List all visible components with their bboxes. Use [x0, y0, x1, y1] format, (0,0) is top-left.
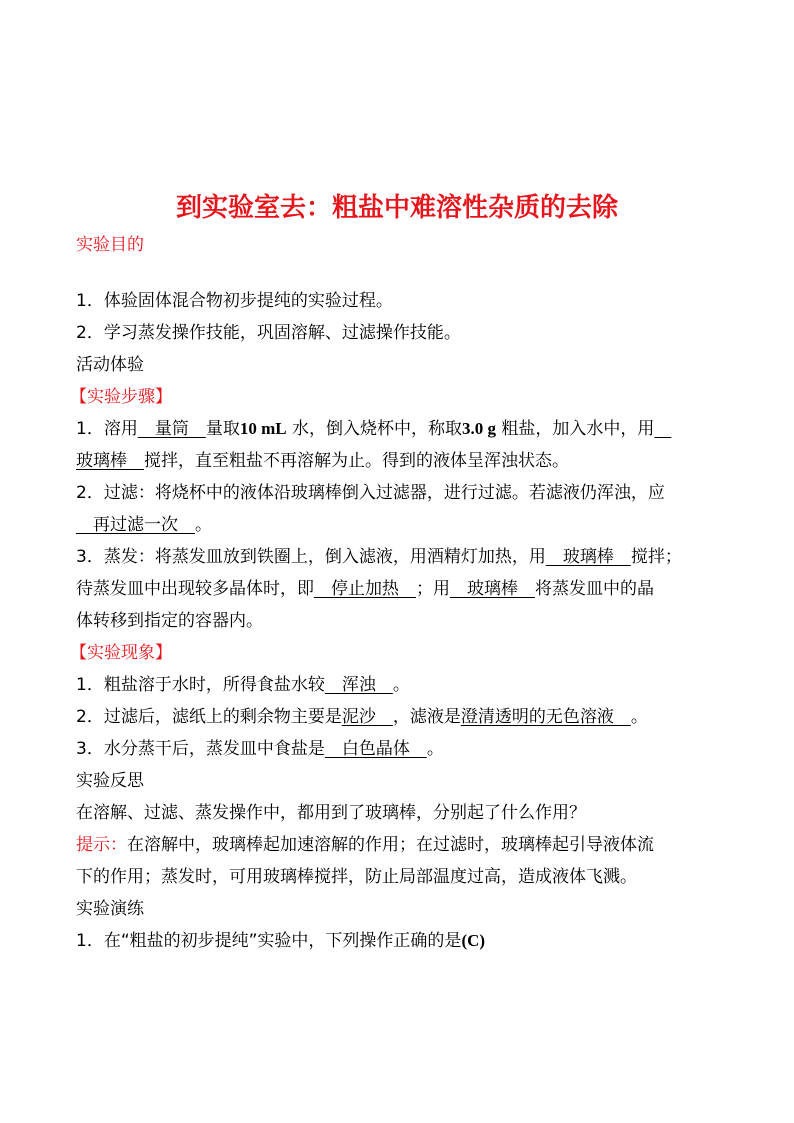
phenomenon-2: [76, 704, 648, 730]
step-1-text: 粗盐，加入水中，用: [495, 419, 655, 439]
section-heading-goals: 实验目的: [76, 235, 144, 255]
step-1-line-1: [76, 416, 671, 442]
step-1-text: 水，倒入烧杯中，称取: [286, 419, 462, 439]
phenomenon-text: 1．粗盐溶于水时，所得食盐水较: [76, 675, 325, 695]
reflection-question: 在溶解、过滤、蒸发操作中，都用到了玻璃棒，分别起了什么作用？: [76, 803, 586, 823]
step-1-text: 搅拌，直至粗盐不再溶解为止。得到的液体呈浑浊状态。: [144, 451, 569, 471]
steps-header: 【实验步骤】: [70, 387, 172, 407]
phenomena-header: 【实验现象】: [70, 643, 172, 663]
step-1-text: 量取: [205, 419, 240, 439]
phenomenon-text: 。: [426, 739, 444, 759]
phenomenon-text: 。: [392, 675, 410, 695]
section-heading-activity: 活动体验: [76, 355, 144, 375]
step-2-text: 。: [195, 515, 212, 535]
exercise-answer: (C): [461, 931, 486, 950]
step-1-value: 3.0 g: [461, 419, 496, 438]
step-3-line-1: [76, 544, 682, 570]
answer-blank: 玻璃棒: [76, 451, 144, 471]
hint-line-2: 下的作用；蒸发时，可用玻璃棒搅拌，防止局部温度过高，造成液体飞溅。: [76, 867, 637, 887]
goal-item-1: 1．体验固体混合物初步提纯的实验过程。: [76, 291, 393, 311]
step-3-text: ；用: [416, 579, 450, 599]
step-1-value: 10 mL: [239, 419, 287, 438]
hint-label: 提示：: [76, 835, 127, 855]
answer-blank: 玻璃棒: [450, 579, 535, 599]
answer-blank: 白色晶体: [324, 739, 427, 759]
hint-line-1: [76, 832, 654, 858]
step-3-text: 将蒸发皿中的晶: [535, 579, 654, 599]
step-2-line-1: 2．过滤：将烧杯中的液体沿玻璃棒倒入过滤器，进行过滤。若滤液仍浑浊，应: [76, 483, 665, 503]
section-heading-reflection: 实验反思: [76, 771, 144, 791]
phenomenon-text: ，滤液是: [392, 707, 461, 727]
step-2-line-2: [76, 512, 212, 538]
step-1-text: 1．溶用: [76, 419, 138, 439]
answer-blank: 浑浊: [324, 675, 393, 695]
step-1-line-2: [76, 448, 569, 474]
answer-blank: 玻璃棒: [545, 547, 631, 567]
hint-text: 在溶解中，玻璃棒起加速溶解的作用；在过滤时，玻璃棒起引导液体流: [127, 835, 654, 855]
answer-blank: 再过滤一次: [76, 515, 195, 535]
answer-blank: 泥沙: [341, 707, 393, 727]
step-3-line-3: 体转移到指定的容器内。: [76, 611, 263, 631]
phenomenon-text: 3．水分蒸干后，蒸发皿中食盐是: [76, 739, 325, 759]
phenomenon-3: [76, 736, 444, 762]
page-title: 到实验室去：粗盐中难溶性杂质的去除: [175, 193, 618, 223]
goal-item-2: 2．学习蒸发操作技能，巩固溶解、过滤操作技能。: [76, 323, 461, 343]
exercise-1: [76, 928, 485, 954]
phenomenon-text: 2．过滤后，滤纸上的剩余物主要是: [76, 707, 342, 727]
phenomenon-text: 。: [630, 707, 648, 727]
step-3-text: 3．蒸发：将蒸发皿放到铁圈上，倒入滤液，用酒精灯加热，用: [76, 547, 546, 567]
step-3-line-2: [76, 576, 654, 602]
answer-blank: 量筒: [137, 419, 206, 439]
phenomenon-1: [76, 672, 410, 698]
answer-blank: 停止加热: [314, 579, 416, 599]
step-3-text: 待蒸发皿中出现较多晶体时，即: [76, 579, 314, 599]
section-heading-practice: 实验演练: [76, 899, 144, 919]
step-3-text: 搅拌；: [630, 547, 682, 567]
answer-blank: 澄清透明的无色溶液: [460, 707, 631, 727]
answer-blank: [654, 419, 671, 439]
exercise-text: 1．在“粗盐的初步提纯”实验中，下列操作正确的是: [76, 931, 462, 951]
